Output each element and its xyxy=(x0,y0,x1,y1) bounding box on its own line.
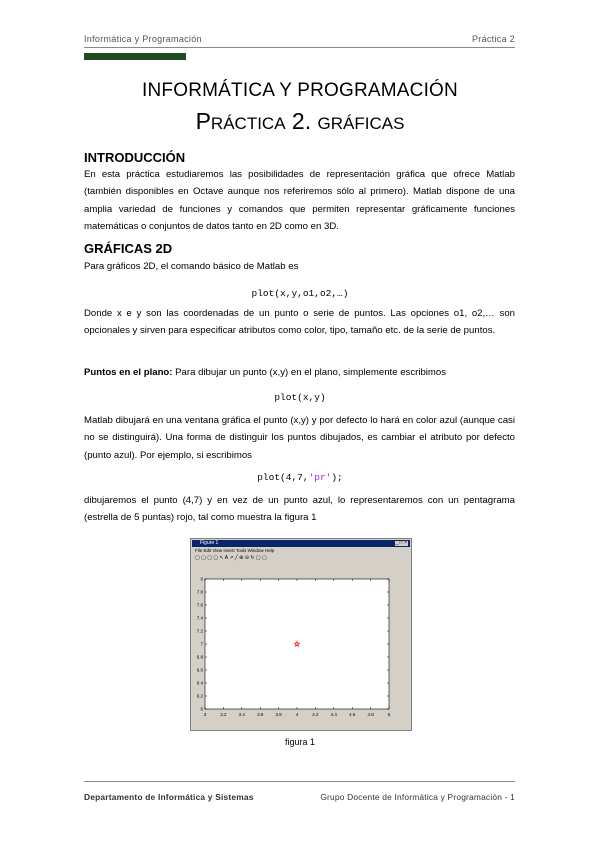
intro-heading: INTRODUCCIÓN xyxy=(84,150,186,165)
y-tick-label: 7.8 xyxy=(196,589,203,595)
code-plot-example xyxy=(0,472,600,483)
x-tick-label: 3.8 xyxy=(275,712,282,717)
plot-options-paragraph: Donde x e y son las coordenadas de un punto o serie de puntos. Las opciones o1, o2,… son opcionales y sirven para especificar atributos como color, tipo, tamaño etc. de la serie de puntos. xyxy=(84,308,515,337)
subtitle-number: 2. xyxy=(285,108,318,134)
figure-toolbar[interactable]: ▢ ▢ ▢ ▢ ↖ A ↗ ╱ ⊕ ⊖ ↻ ▢ ▢ xyxy=(195,555,267,561)
default-marker-paragraph: Matlab dibujará en una ventana gráfica el punto (x,y) y por defecto lo hará en color azul (aunque casi no se distinguirá). Una forma de distinguir los puntos dibujados, es cambiar el atributo por defecto (punto azul). Por ejemplo, si escribimos xyxy=(84,415,515,461)
x-tick-label: 3.6 xyxy=(257,712,264,717)
y-tick-label: 6.4 xyxy=(196,680,203,686)
y-tick-label: 7 xyxy=(200,641,203,647)
page-subtitle xyxy=(0,108,600,135)
footer-rule xyxy=(84,781,515,782)
y-tick-label: 6.8 xyxy=(196,654,203,660)
x-tick-label: 3.2 xyxy=(220,712,227,717)
y-tick-label: 6.6 xyxy=(196,667,203,673)
x-tick-label: 4 xyxy=(295,712,299,717)
figure-window xyxy=(190,538,412,731)
window-controls[interactable]: _ □ × xyxy=(395,540,407,546)
y-tick-label: 7.6 xyxy=(196,602,203,608)
header-right: Práctica 2 xyxy=(471,34,515,44)
footer-left: Departamento de Informática y Sistemas xyxy=(84,792,254,802)
x-tick-label: 3.4 xyxy=(238,712,245,717)
y-tick-label: 6.2 xyxy=(196,693,203,699)
code3-pre: plot(4,7, xyxy=(257,472,309,483)
subtitle-word: RÁCTICA xyxy=(210,114,286,133)
figure-title: Figure 1 xyxy=(200,540,219,546)
x-tick-label: 4.2 xyxy=(312,712,319,717)
footer-right: Grupo Docente de Informática y Programación - 1 xyxy=(320,792,515,802)
page-title: INFORMÁTICA Y PROGRAMACIÓN xyxy=(142,80,458,101)
code3-string: 'pr' xyxy=(308,472,332,483)
x-tick-label: 4.8 xyxy=(367,712,374,717)
figure-menubar[interactable]: File Edit View Insert Tools Window Help xyxy=(195,548,275,553)
puntos-paragraph xyxy=(84,364,515,381)
subtitle-initial: P xyxy=(195,108,211,134)
header-left: Informática y Programación xyxy=(84,34,202,44)
pentagram-paragraph: dibujaremos el punto (4,7) y en vez de un punto azul, lo representaremos con un pentagrama (estrella de 5 puntas) rojo, tal como muestra la figura 1 xyxy=(84,495,515,524)
code-plot-xy: plot(x,y) xyxy=(274,392,326,403)
intro-paragraph: En esta práctica estudiaremos las posibilidades de representación gráfica que ofrece Matlab (también disponibles en Octave aunque nos referiremos sólo al primero). Matlab dispone de una amplia variedad de funciones y comandos que permiten representar gráficamente funciones matemáticas o conjuntos de datos tanto en 2D como en 3D. xyxy=(84,169,515,233)
y-tick-label: 7.4 xyxy=(196,615,203,621)
puntos-text: Para dibujar un punto (x,y) en el plano, simplemente escribimos xyxy=(172,367,447,378)
x-tick-label: 4.6 xyxy=(349,712,356,717)
x-tick-label: 5 xyxy=(387,712,391,717)
code3-post: ); xyxy=(331,472,343,483)
subtitle-topic: GRÁFICAS xyxy=(317,114,405,133)
y-tick-label: 7.2 xyxy=(196,628,203,634)
y-tick-label: 8 xyxy=(200,576,203,582)
plot-axes-box xyxy=(205,579,389,709)
header-accent-bar xyxy=(84,53,186,60)
header-rule xyxy=(84,47,515,48)
code-plot-generic: plot(x,y,o1,o2,…) xyxy=(251,288,349,299)
figure-caption: figura 1 xyxy=(284,737,316,747)
figure-plot-svg xyxy=(191,539,413,732)
graficas-2d-heading: GRÁFICAS 2D xyxy=(84,241,173,256)
graficas-2d-intro: Para gráficos 2D, el comando básico de Matlab es xyxy=(84,261,299,272)
x-tick-label: 4.4 xyxy=(330,712,337,717)
puntos-label: Puntos en el plano: xyxy=(84,367,173,378)
y-tick-label: 6 xyxy=(200,706,203,712)
x-tick-label: 3 xyxy=(203,712,207,717)
